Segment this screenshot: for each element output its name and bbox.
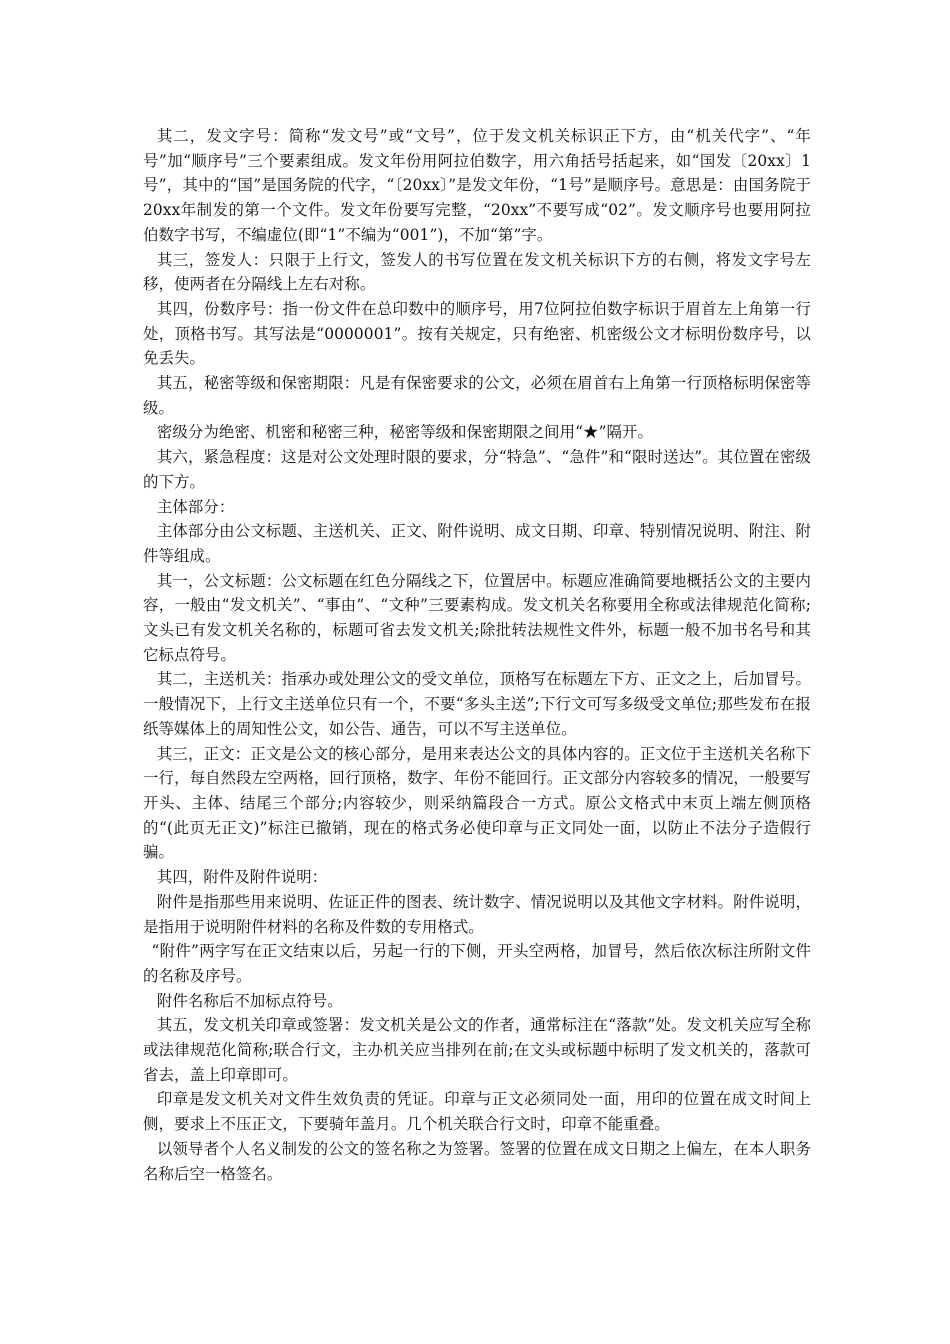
paragraph-title: 其一，公文标题：公文标题在红色分隔线之下，位置居中。标题应准确简要地概括公文的主要内容，一般由“发文机关”、“事由”、“文种”三要素构成。发文机关名称要用全称或法律规范化简称;文头已有发文机关名称的，标题可省去发文机关;除批转法规性文件外，标题一般不加书名号和其它标点符号。 — [143, 571, 811, 664]
paragraph-urgency: 其六，紧急程度：这是对公文处理时限的要求，分“特急”、“急件”和“限时送达”。其位置在密级的下方。 — [143, 448, 811, 491]
paragraph-secret-level: 其五，秘密等级和保密期限：凡是有保密要求的公文，必须在眉首右上角第一行顶格标明保密等级。 — [143, 374, 811, 417]
paragraph-seal-credential: 印章是发文机关对文件生效负责的凭证。印章与正文必须同处一面，用印的位置在成文时间上侧，要求上不压正文，下要骑年盖月。几个机关联合行文时，印章不能重叠。 — [143, 1090, 811, 1134]
paragraph-attachment-definition: 附件是指那些用来说明、佐证正件的图表、统计数字、情况说明以及其他文字材料。附件说明，是指用于说明附件材料的名称及件数的专用格式。 — [143, 892, 811, 936]
paragraph-attachment-heading: 其四，附件及附件说明： — [156, 868, 328, 887]
paragraph-signature: 以领导者个人名义制发的公文的签名称之为签署。签署的位置在成文日期之上偏左，在本人职务名称后空一格签名。 — [143, 1139, 811, 1183]
document-body — [143, 124, 811, 1186]
paragraph-body-text: 其三，正文：正文是公文的核心部分，是用来表达公文的具体内容的。正文位于主送机关名称下一行，每自然段左空两格，回行顶格，数字、年份不能回行。正文部分内容较多的情况，一般要写开头、主体、结尾三个部分;内容较少，则采纳篇段合一方式。原公文格式中末页上端左侧顶格的“(此页无正文)”标注已撤销，现在的格式务必使印章与正文同处一面，以防止不法分子造假行骗。 — [143, 744, 811, 862]
paragraph-copy-number: 其四，份数序号：指一份文件在总印数中的顺序号，用7位阿拉伯数字标识于眉首左上角第一行处，顶格书写。其写法是“0000001”。按有关规定，只有绝密、机密级公文才标明份数序号，以免丢失。 — [143, 299, 811, 368]
paragraph-main-composition: 主体部分由公文标题、主送机关、正文、附件说明、成文日期、印章、特别情况说明、附注、附件等组成。 — [143, 522, 811, 565]
paragraph-recipient: 其二，主送机关：指承办或处理公文的受文单位，顶格写在标题左下方、正文之上，后加冒号。一般情况下，上行文主送单位只有一个，不要“多头主送”;下行文可写多级受文单位;那些发布在报纸等媒体上的周知性公文，如公告、通告，可以不写主送单位。 — [143, 670, 811, 738]
paragraph-doc-number: 其二，发文字号：简称“发文号”或“文号”，位于发文机关标识正下方，由“机关代字”、“年号”加“顺序号”三个要素组成。发文年份用阿拉伯数字，用六角括号括起来，如“国发〔20xx〕1号”，其中的“国”是国务院的代字，“〔20xx〕”是发文年份，“1号”是顺序号。意思是：由国务院于20xx年制发的第一个文件。发文年份要写完整，“20xx”不要写成“02”。发文顺序号也要用阿拉伯数字书写，不编虚位(即“1”不编为“001”)，不加“第”字。 — [143, 127, 811, 244]
paragraph-signer: 其三，签发人：只限于上行文，签发人的书写位置在发文机关标识下方的右侧，将发文字号左移，使两者在分隔线上左右对称。 — [143, 250, 811, 294]
paragraph-attachment-punctuation: 附件名称后不加标点符号。 — [156, 991, 343, 1010]
paragraph-issuer-seal: 其五，发文机关印章或签署：发文机关是公文的作者，通常标注在“落款”处。发文机关应写全称或法律规范化简称;联合行文，主办机关应当排列在前;在文头或标题中标明了发文机关的，落款可省去，盖上印章即可。 — [143, 1016, 811, 1084]
paragraph-main-heading: 主体部分： — [156, 497, 235, 516]
paragraph-secret-classes: 密级分为绝密、机密和秘密三种，秘密等级和保密期限之间用“★”隔开。 — [156, 423, 654, 442]
paragraph-attachment-format: “附件”两字写在正文结束以后，另起一行的下侧，开头空两格，加冒号，然后依次标注所附文件的名称及序号。 — [143, 942, 811, 985]
